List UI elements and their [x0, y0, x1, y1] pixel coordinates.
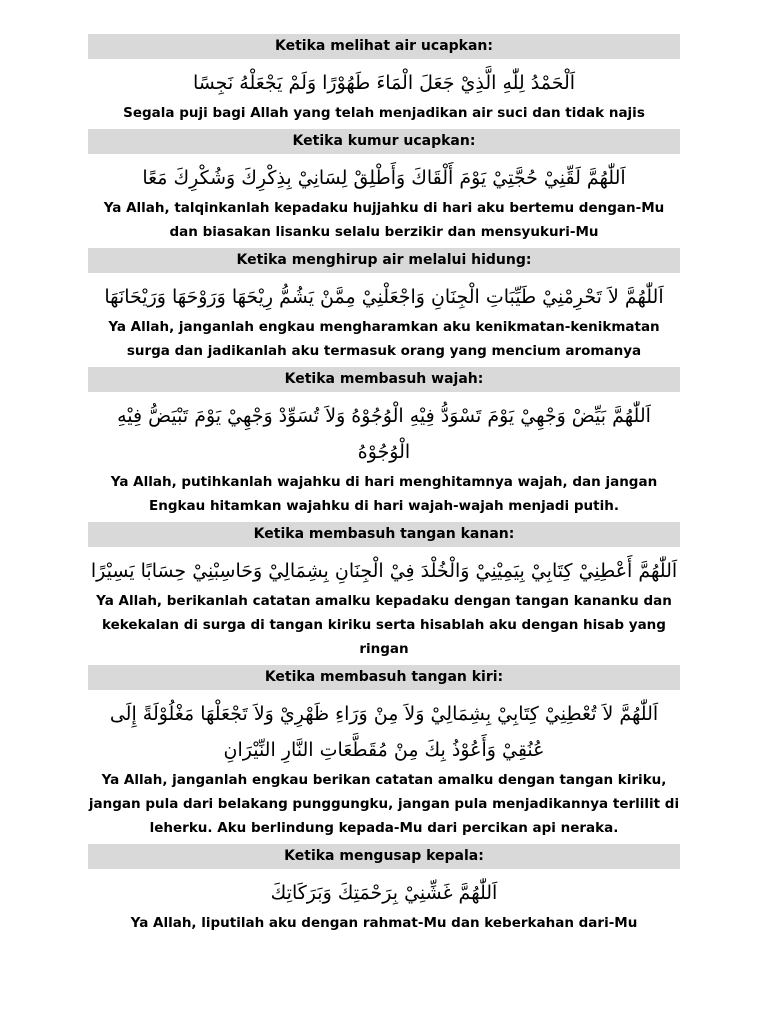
section-heading: Ketika kumur ucapkan: [88, 129, 680, 154]
section-mengusap-kepala [88, 844, 680, 939]
translation-text: Segala puji bagi Allah yang telah menjadikan air suci dan tidak najis [123, 105, 645, 121]
section-heading: Ketika menghirup air melalui hidung: [88, 248, 680, 273]
arabic-prayer: اَللّٰهُمَّ غَشِّنِيْ بِرَحْمَتِكَ وَبَرَكَاتِكَ [270, 882, 498, 904]
section-membasuh-wajah [88, 367, 680, 522]
section-heading: Ketika membasuh tangan kiri: [88, 665, 680, 690]
arabic-prayer: اَللّٰهُمَّ أَعْطِنِيْ كِتَابِيْ بِيَمِيْنِيْ وَالْخُلْدَ فِيْ الْجِنَانِ بِشِمَالِيْ وَحَاسِبْنِيْ حِسَابًا يَسِيْرًا [90, 560, 678, 582]
section-tangan-kanan [88, 522, 680, 665]
translation-text: Ya Allah, berikanlah catatan amalku kepadaku dengan tangan kananku dan kekekalan di surga di tangan kiriku serta hisablah aku dengan hisab yang ringan [96, 593, 672, 657]
document-page [88, 34, 680, 939]
arabic-prayer: اَللّٰهُمَّ لاَ تُعْطِنِيْ كِتَابِيْ بِشِمَالِيْ وَلاَ مِنْ وَرَاءِ ظَهْرِيْ وَلاَ تَجْعَلْهَا مَغْلُوْلَةً إِلَى عُنُقِيْ وَأَعُوْذُ بِكَ مِنْ مُقَطَّعَاتِ النَّارِ النِّيْرَانِ [109, 703, 659, 761]
arabic-prayer: اَللّٰهُمَّ لَقِّنِيْ حُجَّتِيْ يَوْمَ أَلْقَاكَ وَأَطْلِقْ لِسَانِيْ بِذِكْرِكَ وَشُكْرِكَ مَعًا [142, 167, 626, 189]
arabic-prayer: اَللّٰهُمَّ بَيِّضْ وَجْهِيْ يَوْمَ تَسْوَدُّ فِيْهِ الْوُجُوْهُ وَلاَ تُسَوِّدْ وَجْهِيْ يَوْمَ تَبْيَضُّ فِيْهِ الْوُجُوْهُ [117, 405, 651, 463]
section-heading: Ketika mengusap kepala: [88, 844, 680, 869]
section-melihat-air [88, 34, 680, 129]
section-kumur [88, 129, 680, 248]
arabic-prayer: اَللّٰهُمَّ لاَ تَحْرِمْنِيْ طَيِّبَاتِ الْجِنَانِ وَاجْعَلْنِيْ مِمَّنْ يَشُمُّ رِيْحَهَا وَرَوْحَهَا وَرَيْحَانَهَا [104, 286, 664, 308]
section-tangan-kiri [88, 665, 680, 844]
section-menghirup-air [88, 248, 680, 367]
translation-text: Ya Allah, putihkanlah wajahku di hari menghitamnya wajah, dan jangan Engkau hitamkan wajahku di hari wajah-wajah menjadi putih. [110, 474, 658, 514]
arabic-prayer: اَلْحَمْدُ لِلّٰهِ الَّذِيْ جَعَلَ الْمَاءَ طَهُوْرًا وَلَمْ يَجْعَلْهُ نَجِسًا [192, 72, 576, 94]
section-heading: Ketika membasuh tangan kanan: [88, 522, 680, 547]
translation-text: Ya Allah, liputilah aku dengan rahmat-Mu dan keberkahan dari-Mu [130, 915, 638, 931]
translation-text: Ya Allah, janganlah engkau mengharamkan aku kenikmatan-kenikmatan surga dan jadikanlah aku termasuk orang yang mencium aromanya [108, 319, 660, 359]
section-heading: Ketika membasuh wajah: [88, 367, 680, 392]
translation-text: Ya Allah, janganlah engkau berikan catatan amalku dengan tangan kiriku, jangan pula dari belakang punggungku, jangan pula menjadikannya terlilit di leherku. Aku berlindung kepada-Mu dari percikan api neraka. [88, 772, 680, 836]
translation-text: Ya Allah, talqinkanlah kepadaku hujjahku di hari aku bertemu dengan-Mu dan biasakan lisanku selalu berzikir dan mensyukuri-Mu [103, 200, 665, 240]
section-heading: Ketika melihat air ucapkan: [88, 34, 680, 59]
